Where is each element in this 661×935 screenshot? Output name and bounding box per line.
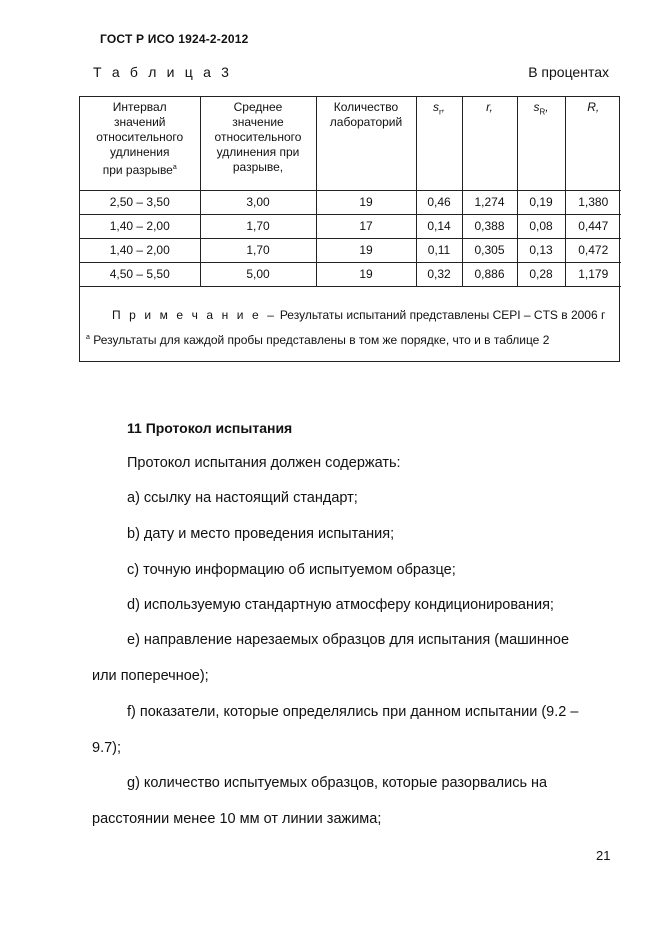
col-header-mean: Среднее значение относительного удлинения при разрыве, xyxy=(200,97,316,190)
table-cell: 0,886 xyxy=(462,262,517,286)
table-cell: 19 xyxy=(316,190,416,214)
table-cell: 0,46 xyxy=(416,190,462,214)
table-row xyxy=(80,214,621,238)
data-table xyxy=(80,97,621,287)
col-header-sr: $s_r$, xyxy=(416,97,462,190)
col-header-interval: Интервал значений относительного удлинения при разрыве$^a$ xyxy=(80,97,200,190)
table-header-row xyxy=(80,97,621,190)
list-item-f-cont: 9.7); xyxy=(92,740,122,756)
table-cell: 0,19 xyxy=(517,190,565,214)
list-item-e: e) направление нарезаемых образцов для испытания (машинное xyxy=(127,632,570,648)
table-cell: 19 xyxy=(316,238,416,262)
list-item-d: d) используемую стандартную атмосферу кондиционирования; xyxy=(127,597,554,613)
document-header: ГОСТ Р ИСО 1924-2-2012 xyxy=(100,32,249,46)
table-cell: 2,50 – 3,50 xyxy=(80,190,200,214)
table-cell: 0,28 xyxy=(517,262,565,286)
table-row xyxy=(80,238,621,262)
table-units: В процентах xyxy=(528,64,609,80)
table-cell: 17 xyxy=(316,214,416,238)
list-item-f: f) показатели, которые определялись при данном испытании (9.2 – xyxy=(127,704,579,720)
list-item-g-cont: расстоянии менее 10 мм от линии зажима; xyxy=(92,811,382,827)
table-cell: 0,32 xyxy=(416,262,462,286)
table-cell: 3,00 xyxy=(200,190,316,214)
list-item-c: c) точную информацию об испытуемом образце; xyxy=(127,562,456,578)
table-cell: 1,380 xyxy=(565,190,621,214)
table-cell: 19 xyxy=(316,262,416,286)
table-row xyxy=(80,262,621,286)
list-item-g: g) количество испытуемых образцов, которые разорвались на xyxy=(127,775,548,791)
table-cell: 0,305 xyxy=(462,238,517,262)
list-item-e-cont: или поперечное); xyxy=(92,668,209,684)
footnote-mark: a xyxy=(172,164,177,171)
col-header-r: r, xyxy=(462,97,517,190)
section-title: 11 Протокол испытания xyxy=(127,420,293,436)
table-cell: 1,40 – 2,00 xyxy=(80,214,200,238)
paragraph-intro: Протокол испытания должен содержать: xyxy=(127,455,401,471)
table-cell: 0,13 xyxy=(517,238,565,262)
table-cell: 1,40 – 2,00 xyxy=(80,238,200,262)
list-item-b: b) дату и место проведения испытания; xyxy=(127,526,395,542)
col-header-labs: Количество лабораторий xyxy=(316,97,416,190)
table-note: П р и м е ч а н и е – Результаты испытаний представлены CEPI – CTS в 2006 г xyxy=(112,308,606,322)
table-cell: 1,70 xyxy=(200,238,316,262)
table-cell: 5,00 xyxy=(200,262,316,286)
precision-table xyxy=(79,96,620,362)
table-cell: 0,08 xyxy=(517,214,565,238)
col-header-R: R, xyxy=(565,97,621,190)
table-cell: 0,11 xyxy=(416,238,462,262)
list-item-a: a) ссылку на настоящий стандарт; xyxy=(127,490,358,506)
table-cell: 4,50 – 5,50 xyxy=(80,262,200,286)
table-cell: 0,14 xyxy=(416,214,462,238)
col-header-sR: $s_R$, xyxy=(517,97,565,190)
table-cell: 1,70 xyxy=(200,214,316,238)
table-row xyxy=(80,190,621,214)
table-cell: 0,472 xyxy=(565,238,621,262)
table-footnote: $^a$ Результаты для каждой пробы представлены в том же порядке, что и в таблице 2 xyxy=(86,333,550,347)
table-cell: 0,447 xyxy=(565,214,621,238)
table-cell: 0,388 xyxy=(462,214,517,238)
table-cell: 1,274 xyxy=(462,190,517,214)
page-number: 21 xyxy=(596,848,611,863)
table-caption: Т а б л и ц а 3 xyxy=(93,64,233,80)
table-cell: 1,179 xyxy=(565,262,621,286)
